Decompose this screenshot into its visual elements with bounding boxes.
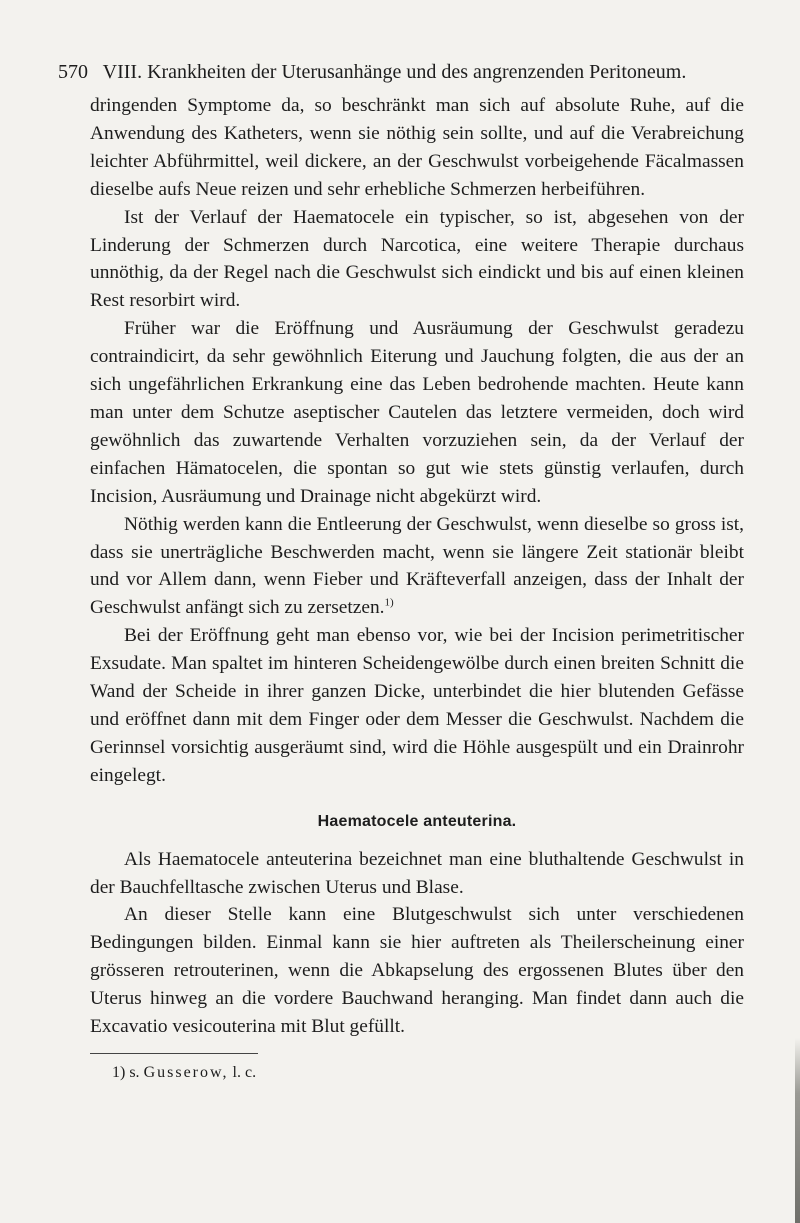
body-text xyxy=(90,92,744,1041)
paragraph: Bei der Eröffnung geht man ebenso vor, wie bei der Incision perimetritischer Exsudate. Man spaltet im hinteren Scheidengewölbe durch einen breiten Schnitt die Wand der Scheide in ihrer ganzen Dicke, unterbindet die hier blutenden Gefässe und eröffnet dann mit dem Finger oder dem Messer die Geschwulst. Nachdem die Gerinnsel vorsichtig ausgeräumt sind, wird die Höhle ausgespült und ein Drainrohr eingelegt. xyxy=(90,625,744,786)
footnote xyxy=(112,1063,256,1083)
section-heading: Haematocele anteuterina. xyxy=(317,812,517,830)
footnote-prefix: s. xyxy=(129,1064,140,1081)
paragraph: An dieser Stelle kann eine Blutgeschwulst sich unter verschiedenen Bedingungen bilden. Einmal kann sie hier auftreten als Theilerscheinung einer grösseren retrouterinen, wenn die Abkapselung des ergossenen Blutes über den Uterus hinweg an die vordere Bauchwand heranging. Man findet dann auch die Excavatio vesicouterina mit Blut gefüllt. xyxy=(90,904,744,1038)
running-header xyxy=(58,60,748,84)
paragraph xyxy=(90,511,744,623)
paragraph: Ist der Verlauf der Haematocele ein typischer, so ist, abgesehen von der Linderung der Schmerzen durch Narcotica, eine weitere Therapie durchaus unnöthig, da der Regel nach die Geschwulst sich eindickt und bis auf einen kleinen Rest resorbirt wird. xyxy=(90,206,744,312)
running-title: VIII. Krankheiten der Uterusanhänge und des angrenzenden Peritoneum. xyxy=(102,61,687,83)
page-edge-shadow xyxy=(795,1038,800,1223)
page-number: 570 xyxy=(58,61,88,83)
footnote-number: 1) xyxy=(112,1064,126,1081)
paragraph: Als Haematocele anteuterina bezeichnet man eine bluthaltende Geschwulst in der Bauchfelltasche zwischen Uterus und Blase. xyxy=(90,848,744,898)
footnote-reference: 1) xyxy=(384,596,394,609)
footnote-author: Gusserow, xyxy=(143,1064,229,1081)
paragraph: dringenden Symptome da, so beschränkt man sich auf absolute Ruhe, auf die Anwendung des Katheters, wenn sie nöthig sein sollte, und auf die Verabreichung leichter Abführmittel, weil dickere, an der Geschwulst vorbeigehende Fäcalmassen dieselbe aufs Neue reizen und sehr erhebliche Schmerzen herbeiführen. xyxy=(90,95,744,200)
paragraph-text: Nöthig werden kann die Entleerung der Geschwulst, wenn dieselbe so gross ist, dass sie unerträgliche Beschwerden macht, wenn sie längere Zeit stationär bleibt und vor Allem dann, wenn Fieber und Kräfteverfall anzeigen, dass der Inhalt der Geschwulst anfängt sich zu zersetzen. xyxy=(90,513,744,619)
footnote-suffix: l. c. xyxy=(232,1064,257,1081)
footnote-rule xyxy=(90,1053,258,1054)
paragraph: Früher war die Eröffnung und Ausräumung der Geschwulst geradezu contraindicirt, da sehr gewöhnlich Eiterung und Jauchung folgten, die aus der an sich ungefährlichen Erkrankung eine das Leben bedrohende machten. Heute kann man unter dem Schutze aseptischer Cautelen das letztere vermeiden, doch wird gewöhnlich das zuwartende Verhalten vorzuziehen sein, da der Verlauf der einfachen Hämatocelen, die spontan so gut wie stets günstig verlaufen, durch Incision, Ausräumung und Drainage nicht abgekürzt wird. xyxy=(90,318,744,507)
